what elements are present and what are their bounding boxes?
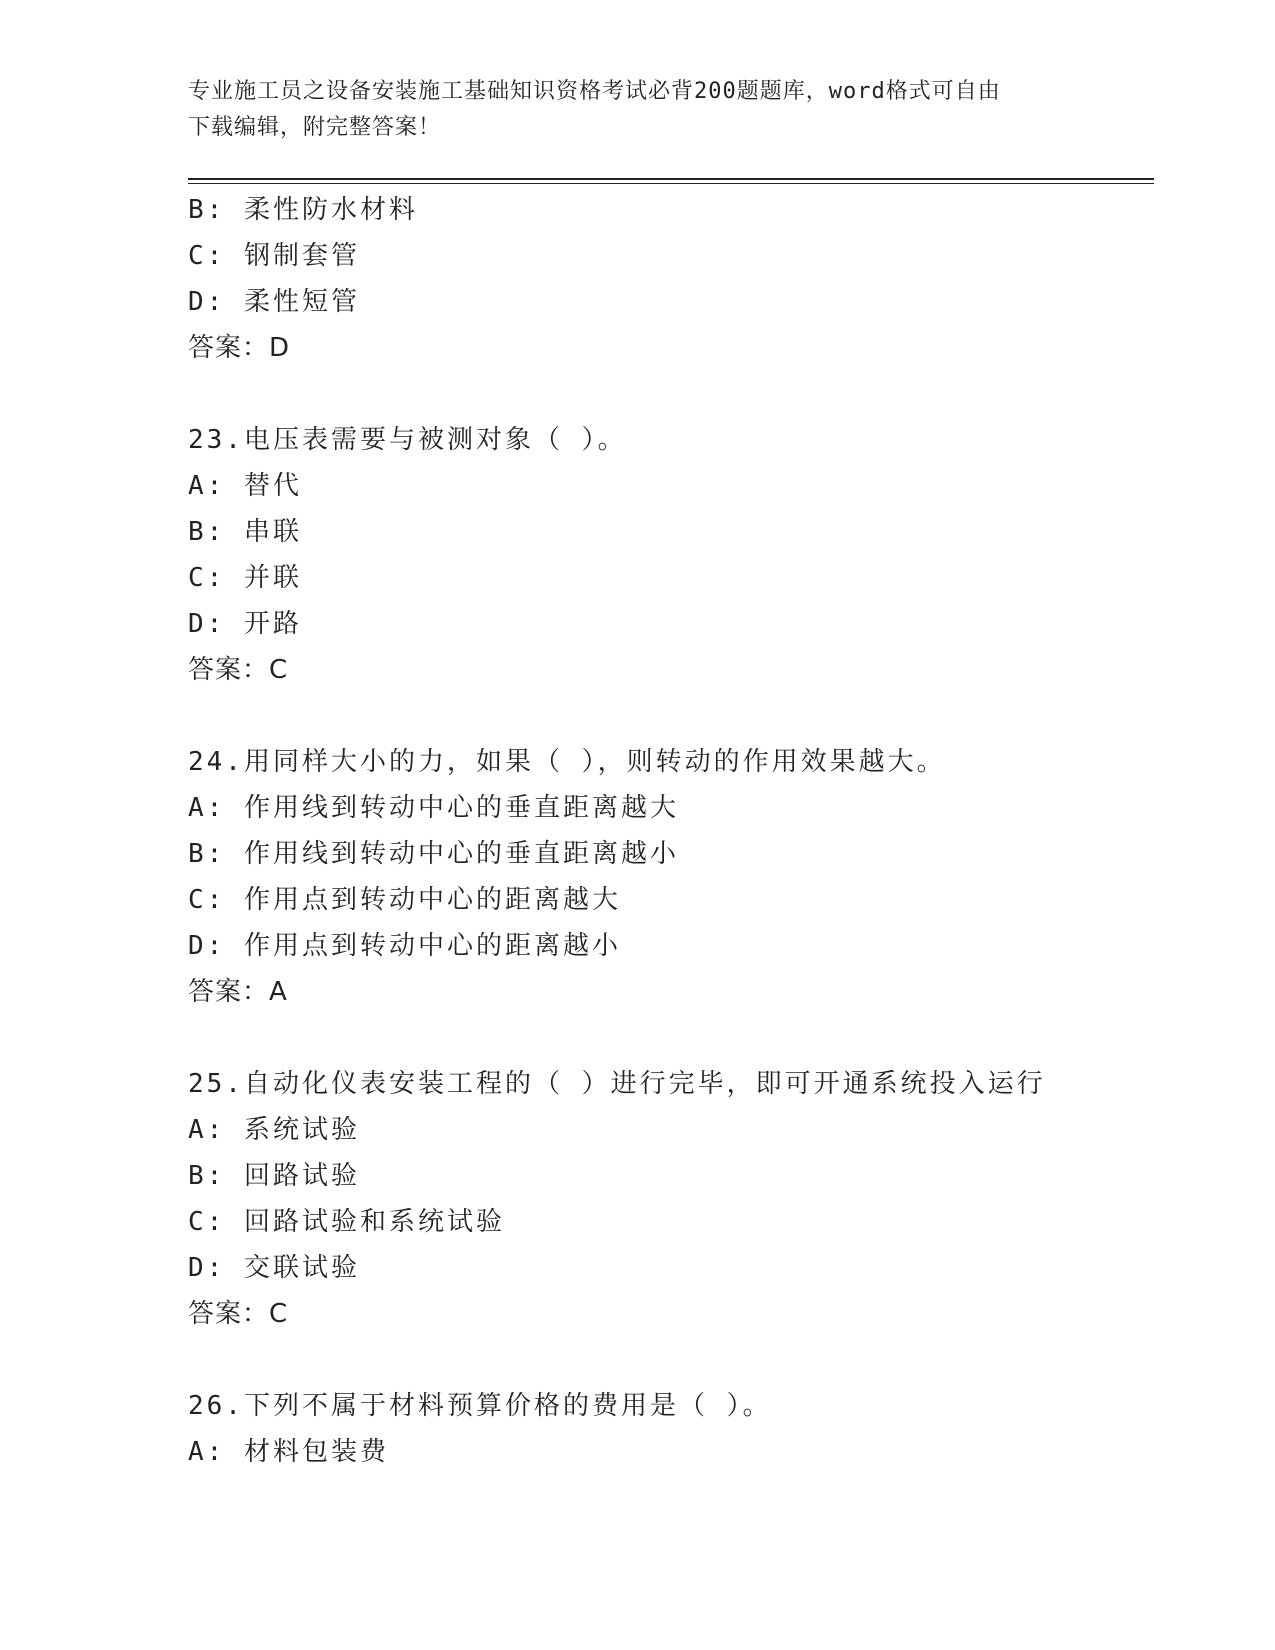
option-key: B	[188, 195, 207, 225]
header-line-2: 下载编辑，附完整答案！	[188, 115, 442, 140]
option-key: A	[188, 1115, 207, 1145]
option-text: 回路试验和系统试验	[243, 1207, 505, 1237]
question-stem: 25.自动化仪表安装工程的（ ）进行完毕，即可开通系统投入运行	[188, 1069, 1046, 1099]
option-b: B: 串联	[188, 517, 302, 547]
option-a: A: 材料包装费	[188, 1437, 389, 1467]
option-text: 材料包装费	[243, 1437, 389, 1467]
option-text: 柔性短管	[243, 287, 360, 317]
option-key: B	[188, 517, 207, 547]
option-c: C: 回路试验和系统试验	[188, 1207, 505, 1237]
option-text: 作用线到转动中心的垂直距离越小	[243, 839, 679, 869]
option-text: 作用线到转动中心的垂直距离越大	[243, 793, 679, 823]
option-text: 作用点到转动中心的距离越小	[243, 931, 621, 961]
option-key: A	[188, 793, 207, 823]
option-c: C: 作用点到转动中心的距离越大	[188, 885, 621, 915]
header-divider-thin	[188, 183, 1154, 184]
option-key: A	[188, 471, 207, 501]
option-c: C: 并联	[188, 563, 302, 593]
option-text: 交联试验	[243, 1253, 360, 1283]
option-key: D	[188, 609, 207, 639]
option-text: 柔性防水材料	[243, 195, 418, 225]
option-text: 系统试验	[243, 1115, 360, 1145]
option-key: A	[188, 1437, 207, 1467]
option-key: C	[188, 563, 207, 593]
question-stem: 24.用同样大小的力，如果（ ），则转动的作用效果越大。	[188, 747, 946, 777]
question-stem: 26.下列不属于材料预算价格的费用是（ ）。	[188, 1391, 772, 1421]
option-c: C: 钢制套管	[188, 241, 360, 271]
header-line-1: 专业施工员之设备安装施工基础知识资格考试必背200题题库，word格式可自由	[188, 79, 1001, 104]
option-key: C	[188, 885, 207, 915]
option-text: 钢制套管	[243, 241, 360, 271]
option-text: 开路	[243, 609, 302, 639]
option-b: B: 回路试验	[188, 1161, 360, 1191]
option-text: 替代	[243, 471, 302, 501]
option-key: D	[188, 1253, 207, 1283]
option-a: A: 系统试验	[188, 1115, 360, 1145]
option-b: B: 柔性防水材料	[188, 195, 418, 225]
answer-line: 答案：C	[188, 655, 289, 685]
question-23	[188, 417, 1148, 693]
option-d: D: 柔性短管	[188, 287, 360, 317]
option-d: D: 开路	[188, 609, 302, 639]
option-key: C	[188, 1207, 207, 1237]
option-a: A: 替代	[188, 471, 302, 501]
continued-question	[188, 187, 1148, 371]
answer-line: 答案：C	[188, 1299, 289, 1329]
header-divider	[188, 178, 1154, 180]
option-key: D	[188, 287, 207, 317]
question-24	[188, 739, 1148, 1015]
spacer	[188, 371, 1148, 417]
option-b: B: 作用线到转动中心的垂直距离越小	[188, 839, 679, 869]
option-a: A: 作用线到转动中心的垂直距离越大	[188, 793, 679, 823]
question-list	[188, 187, 1148, 1475]
option-key: B	[188, 839, 207, 869]
option-key: C	[188, 241, 207, 271]
answer-line: 答案：D	[188, 333, 291, 363]
option-key: D	[188, 931, 207, 961]
option-text: 串联	[243, 517, 302, 547]
answer-line: 答案：A	[188, 977, 288, 1007]
question-26	[188, 1383, 1148, 1475]
option-text: 作用点到转动中心的距离越大	[243, 885, 621, 915]
option-d: D: 交联试验	[188, 1253, 360, 1283]
question-25	[188, 1061, 1148, 1337]
question-stem: 23.电压表需要与被测对象（ ）。	[188, 425, 627, 455]
option-d: D: 作用点到转动中心的距离越小	[188, 931, 621, 961]
spacer	[188, 693, 1148, 739]
document-header	[188, 74, 1068, 146]
spacer	[188, 1015, 1148, 1061]
spacer	[188, 1337, 1148, 1383]
option-text: 回路试验	[243, 1161, 360, 1191]
option-text: 并联	[243, 563, 302, 593]
option-key: B	[188, 1161, 207, 1191]
